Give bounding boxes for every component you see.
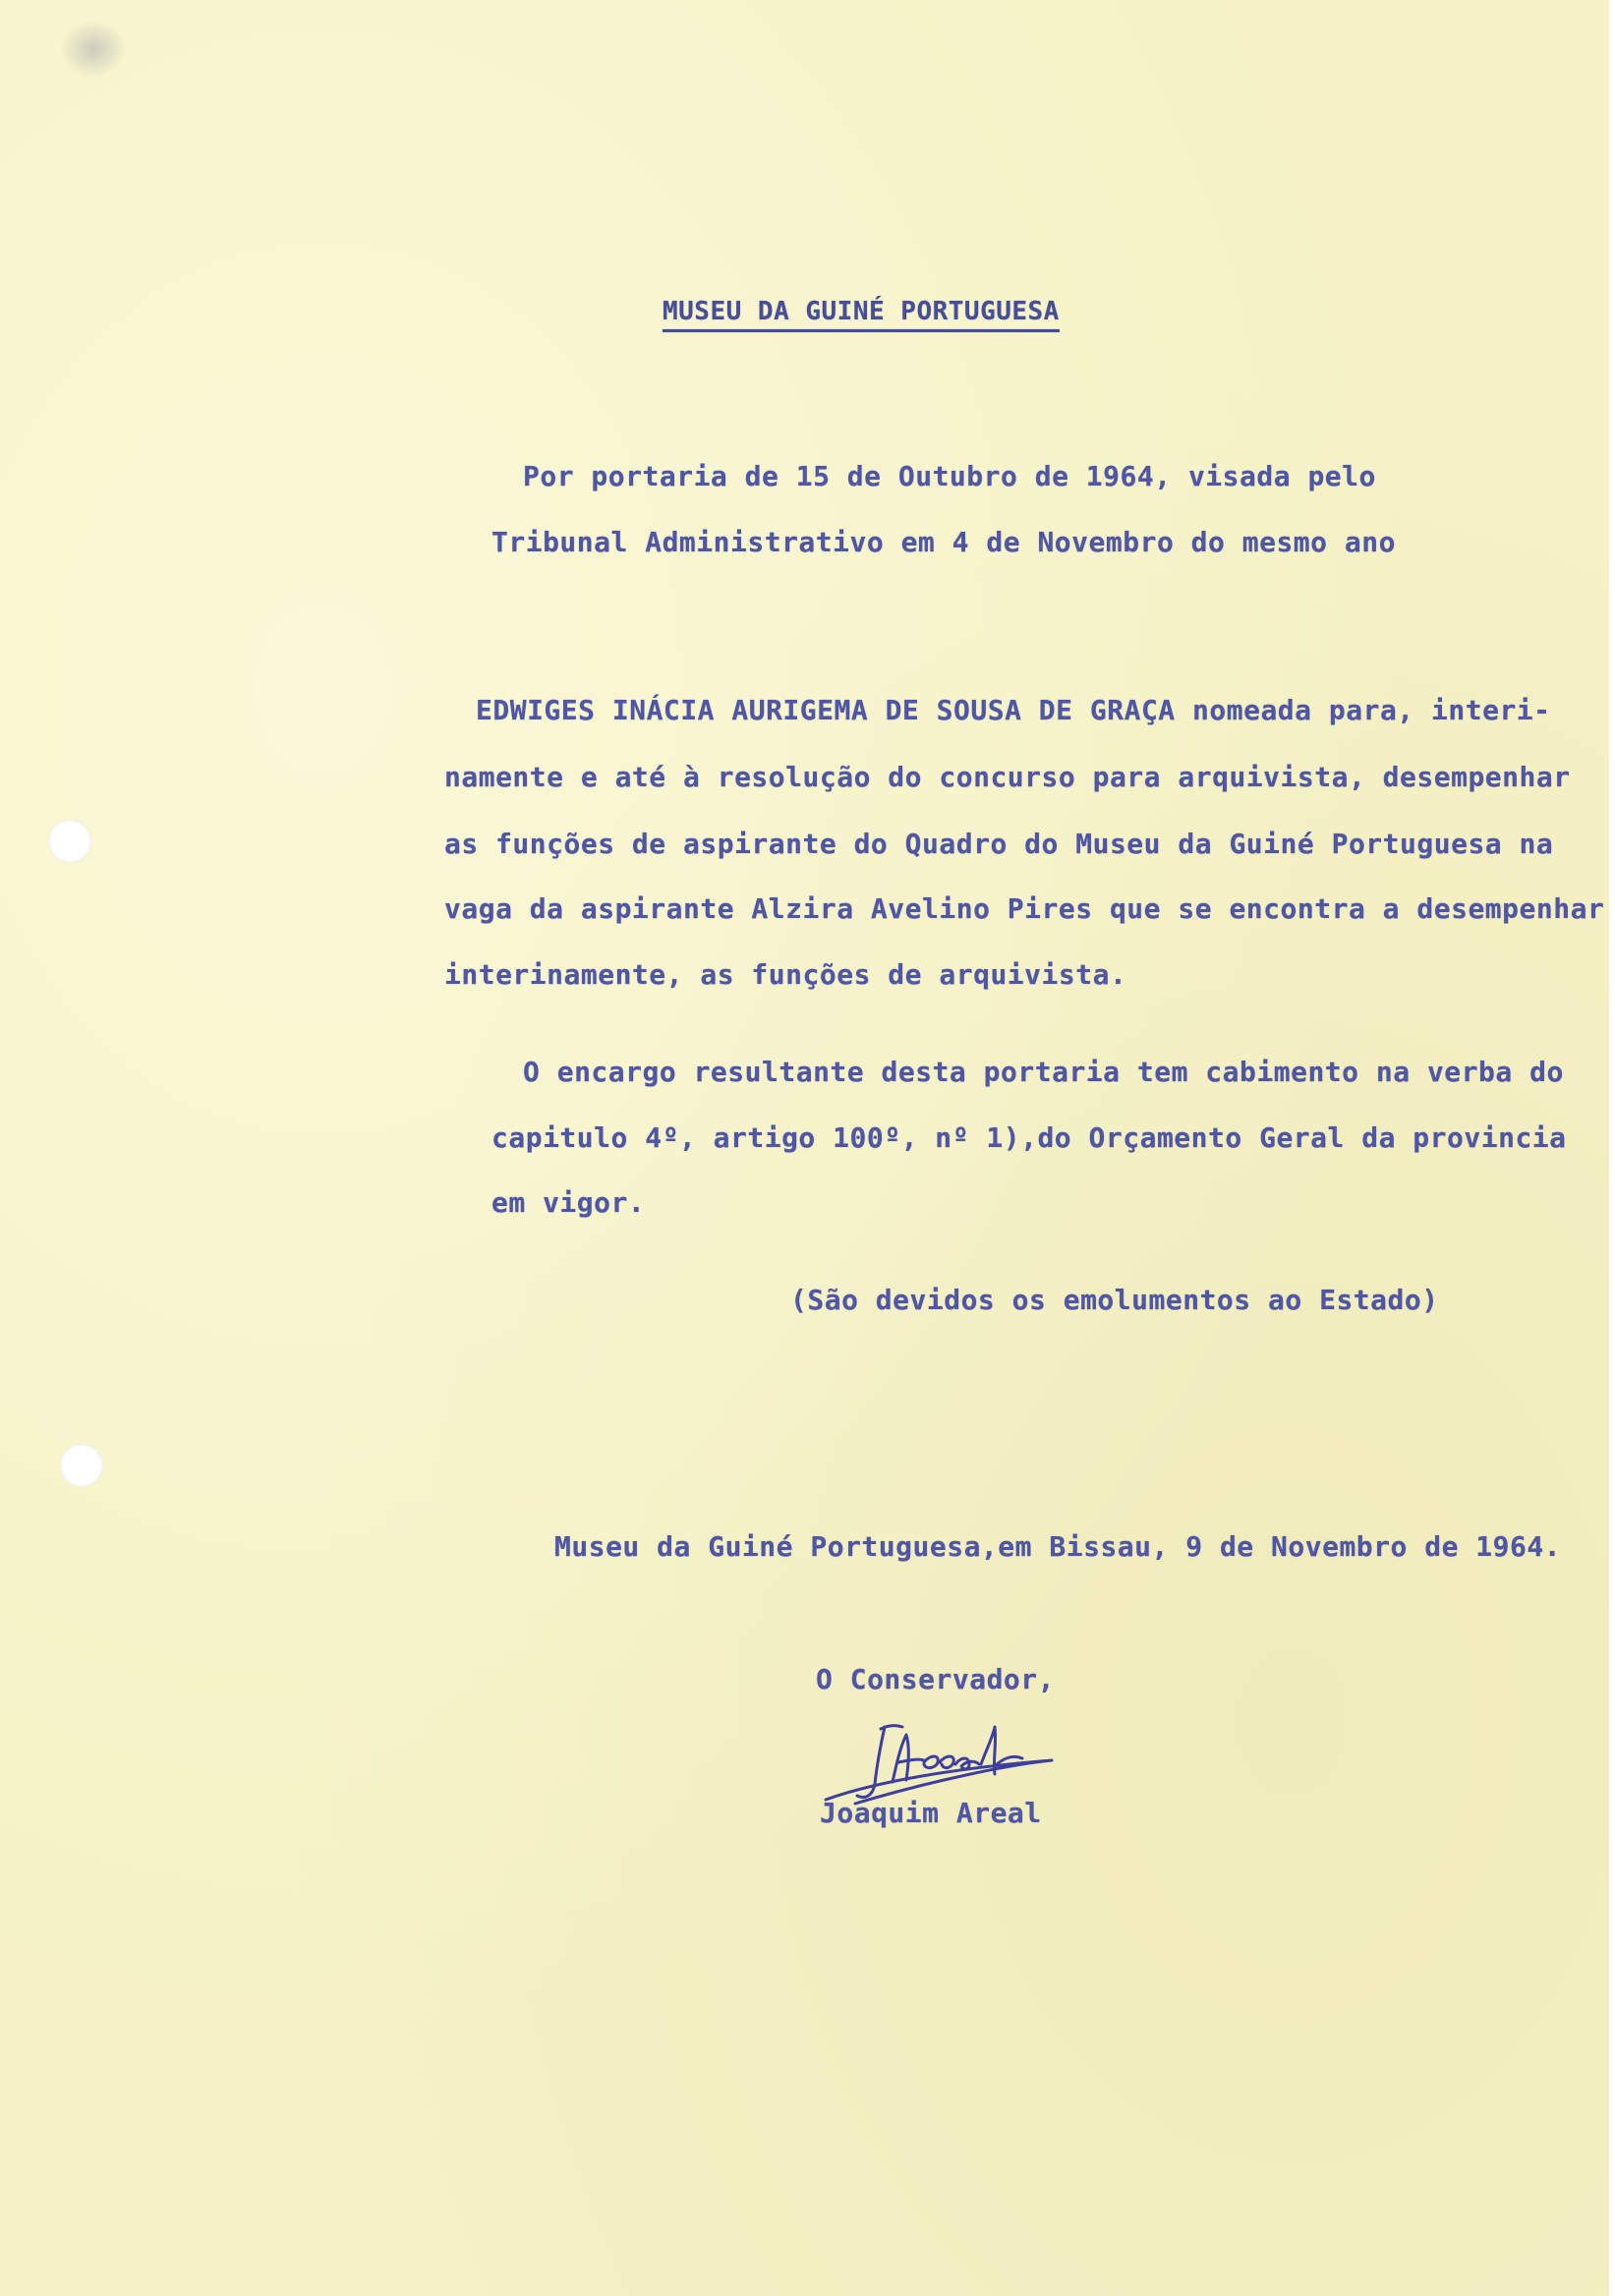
signatory-title: O Conservador, [816, 1663, 1056, 1695]
signatory-name: Joaquim Areal [820, 1797, 1042, 1829]
body-line-3: as funções de aspirante do Quadro do Museu da Guiné Portuguesa na [444, 828, 1554, 860]
punch-hole-top [48, 820, 91, 863]
body-line-4: vaga da aspirante Alzira Avelino Pires que se encontra a desempenhar [444, 892, 1605, 925]
punch-hole-bottom [60, 1444, 103, 1487]
body-line-1: EDWIGES INÁCIA AURIGEMA DE SOUSA DE GRAÇA nomeada para, interi- [476, 694, 1551, 726]
document-title: MUSEU DA GUINÉ PORTUGUESA [663, 297, 1060, 326]
body-line-2: namente e até à resolução do concurso para arquivista, desempenhar [444, 761, 1571, 793]
charge-line-1: O encargo resultante desta portaria tem cabimento na verba do [523, 1056, 1564, 1088]
intro-line-1: Por portaria de 15 de Outubro de 1964, visada pelo [523, 460, 1376, 492]
charge-line-3: em vigor. [491, 1186, 646, 1219]
corner-smudge [59, 20, 128, 79]
body-line-5: interinamente, as funções de arquivista. [444, 958, 1127, 991]
intro-line-2: Tribunal Administrativo em 4 de Novembro do mesmo ano [491, 526, 1396, 558]
charge-line-2: capitulo 4º, artigo 100º, nº 1),do Orçamento Geral da provincia [491, 1121, 1567, 1154]
place-date-line: Museu da Guiné Portuguesa,em Bissau, 9 de Novembro de 1964. [554, 1530, 1562, 1563]
scan-edge [1609, 0, 1615, 2296]
fees-note: (São devidos os emolumentos ao Estado) [790, 1284, 1439, 1316]
